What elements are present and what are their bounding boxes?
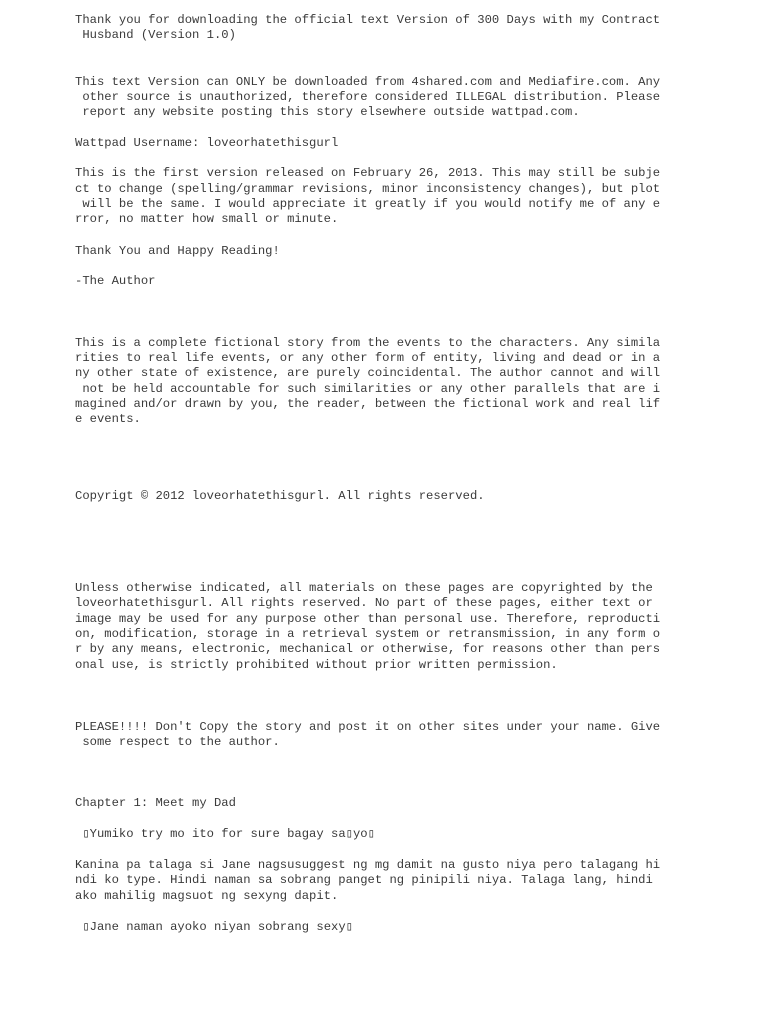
- version-note-line: ct to change (spelling/grammar revisions, minor inconsistency changes), but plot: [75, 182, 661, 196]
- username-line: Wattpad Username: loveorhatethisgurl: [75, 136, 339, 150]
- narrative-line: Kanina pa talaga si Jane nagsusuggest ng mg damit na gusto niya pero talagang hi: [75, 858, 661, 872]
- disclaimer-line: ny other state of existence, are purely coincidental. The author cannot and will: [75, 366, 661, 380]
- rights-notice-line: r by any means, electronic, mechanical or otherwise, for reasons other than pers: [75, 642, 661, 656]
- copy-request-line: PLEASE!!!! Don't Copy the story and post it on other sites under your name. Give: [75, 720, 661, 734]
- copy-request-line: some respect to the author.: [75, 735, 280, 749]
- intro-line: Husband (Version 1.0): [75, 28, 236, 42]
- disclaimer-line: rities to real life events, or any other form of entity, living and dead or in a: [75, 351, 661, 365]
- rights-notice-line: onal use, is strictly prohibited without prior written permission.: [75, 658, 558, 672]
- version-note-line: rror, no matter how small or minute.: [75, 212, 339, 226]
- intro-line: Thank you for downloading the official text Version of 300 Days with my Contract: [75, 13, 661, 27]
- distribution-notice-line: This text Version can ONLY be downloaded from 4shared.com and Mediafire.com. Any: [75, 75, 661, 89]
- dialogue-line: ▯Yumiko try mo ito for sure bagay sa▯yo▯: [75, 827, 375, 841]
- rights-notice-line: loveorhatethisgurl. All rights reserved. No part of these pages, either text or: [75, 596, 653, 610]
- rights-notice-line: on, modification, storage in a retrieval system or retransmission, in any form o: [75, 627, 661, 641]
- distribution-notice-line: report any website posting this story elsewhere outside wattpad.com.: [75, 105, 580, 119]
- rights-notice-line: image may be used for any purpose other than personal use. Therefore, reproducti: [75, 612, 661, 626]
- narrative-line: ndi ko type. Hindi naman sa sobrang panget ng pinipili niya. Talaga lang, hindi: [75, 873, 653, 887]
- version-note-line: This is the first version released on February 26, 2013. This may still be subje: [75, 166, 661, 180]
- version-note-line: will be the same. I would appreciate it greatly if you would notify me of any e: [75, 197, 661, 211]
- dialogue-line: ▯Jane naman ayoko niyan sobrang sexy▯: [75, 920, 353, 934]
- disclaimer-line: magined and/or drawn by you, the reader, between the fictional work and real lif: [75, 397, 661, 411]
- thanks-line: Thank You and Happy Reading!: [75, 244, 280, 258]
- rights-notice-line: Unless otherwise indicated, all materials on these pages are copyrighted by the: [75, 581, 653, 595]
- disclaimer-line: not be held accountable for such similarities or any other parallels that are i: [75, 382, 661, 396]
- copyright-line: Copyrigt © 2012 loveorhatethisgurl. All rights reserved.: [75, 489, 485, 503]
- disclaimer-line: e events.: [75, 412, 141, 426]
- chapter-title: Chapter 1: Meet my Dad: [75, 796, 236, 810]
- narrative-line: ako mahilig magsuot ng sexyng dapit.: [75, 889, 339, 903]
- distribution-notice-line: other source is unauthorized, therefore considered ILLEGAL distribution. Please: [75, 90, 661, 104]
- disclaimer-line: This is a complete fictional story from the events to the characters. Any simila: [75, 336, 661, 350]
- author-signoff: -The Author: [75, 274, 156, 288]
